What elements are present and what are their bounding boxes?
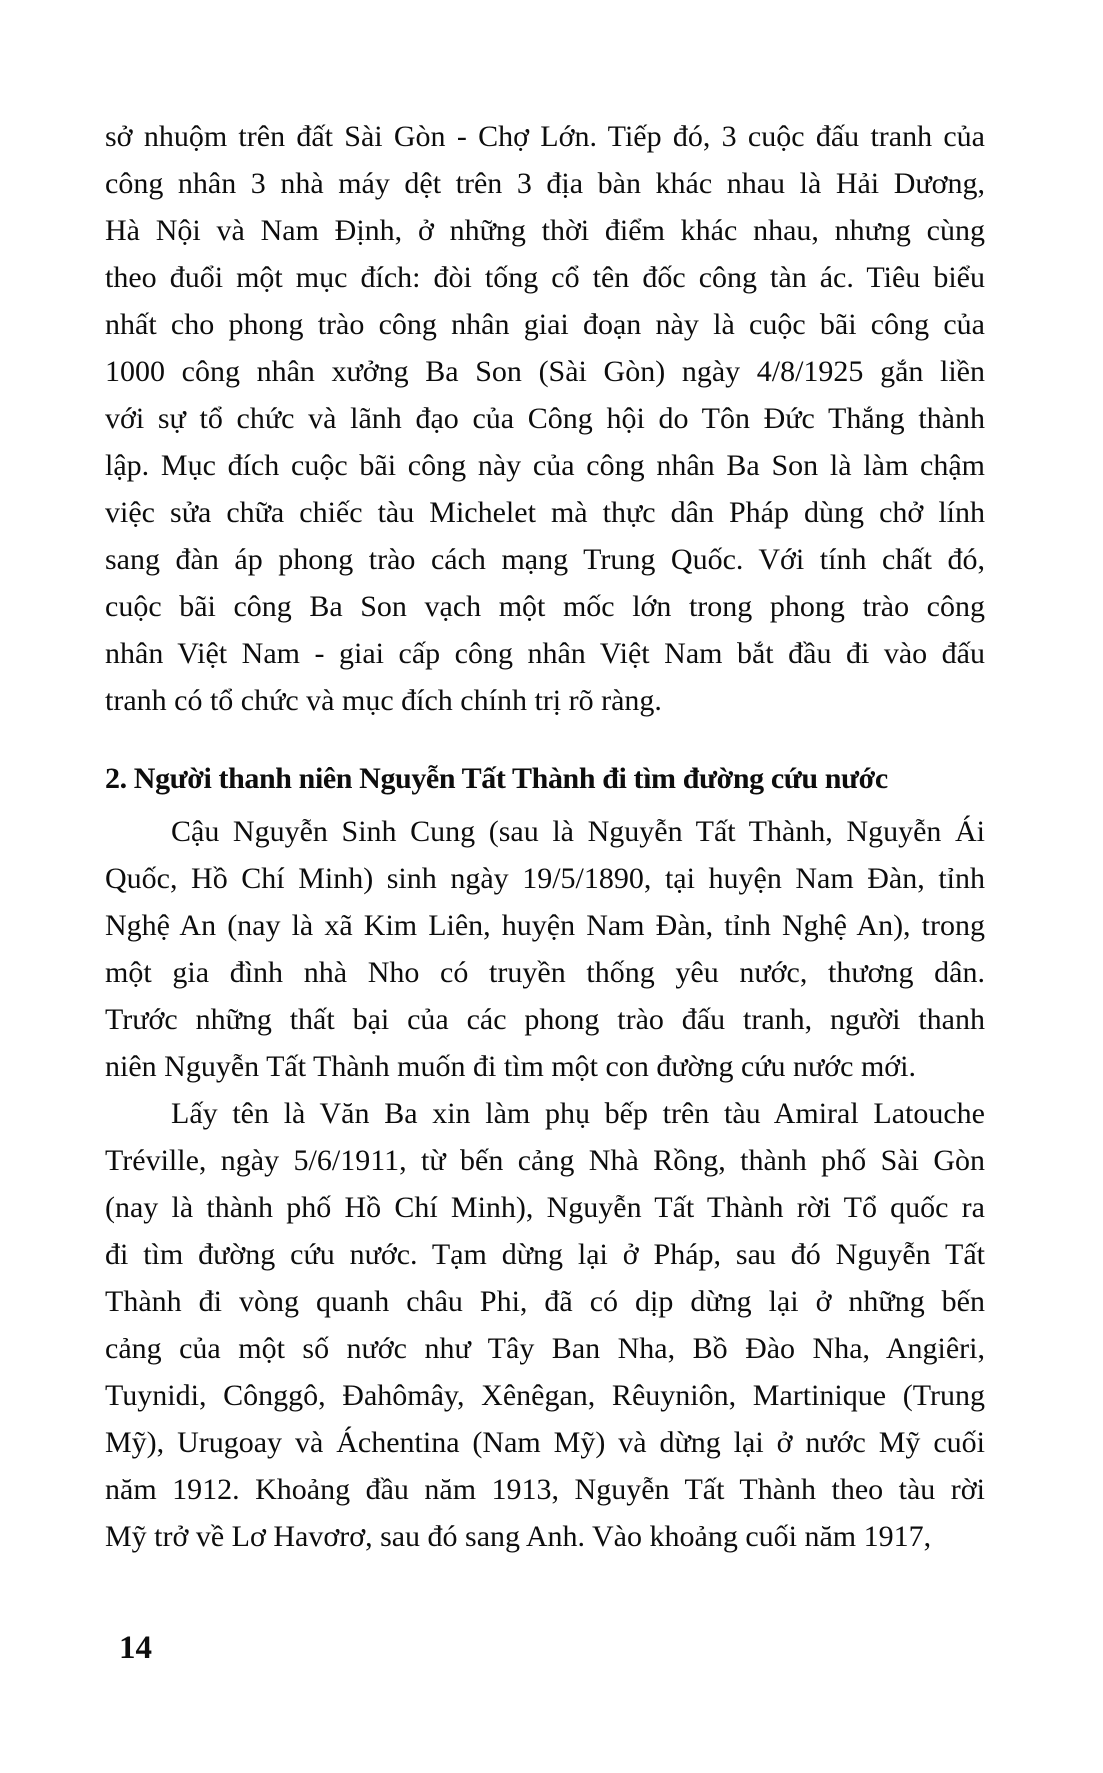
text-line: công nhân 3 nhà máy dệt trên 3 địa bàn khác nhau là Hải Dương, xyxy=(105,167,985,200)
page-number: 14 xyxy=(119,1630,152,1666)
text-line: Quốc, Hồ Chí Minh) sinh ngày 19/5/1890, tại huyện Nam Đàn, tỉnh xyxy=(105,862,985,895)
text-line: Tuynidi, Cônggô, Đahômây, Xênêgan, Rêuyniôn, Martinique (Trung xyxy=(105,1379,985,1412)
paragraph-strikes xyxy=(105,113,985,724)
text-line: Mỹ), Urugoay và Áchentina (Nam Mỹ) và dừng lại ở nước Mỹ cuối xyxy=(105,1426,985,1459)
text-line: nhất cho phong trào công nhân giai đoạn này là cuộc bãi công của xyxy=(105,308,985,341)
text-line: theo đuổi một mục đích: đòi tống cổ tên đốc công tàn ác. Tiêu biểu xyxy=(105,261,985,294)
section-heading: 2. Người thanh niên Nguyễn Tất Thành đi tìm đường cứu nước xyxy=(105,762,888,795)
text-line: một gia đình nhà Nho có truyền thống yêu nước, thương dân. xyxy=(105,956,985,989)
text-line: đi tìm đường cứu nước. Tạm dừng lại ở Pháp, sau đó Nguyễn Tất xyxy=(105,1238,985,1271)
text-line: Lấy tên là Văn Ba xin làm phụ bếp trên tàu Amiral Latouche xyxy=(171,1097,985,1130)
text-line: năm 1912. Khoảng đầu năm 1913, Nguyễn Tất Thành theo tàu rời xyxy=(105,1473,985,1506)
text-line: cảng của một số nước như Tây Ban Nha, Bồ Đào Nha, Angiêri, xyxy=(105,1332,985,1365)
paragraph-birth xyxy=(105,808,985,1090)
text-line: (nay là thành phố Hồ Chí Minh), Nguyễn Tất Thành rời Tổ quốc ra xyxy=(105,1191,985,1224)
text-line: niên Nguyễn Tất Thành muốn đi tìm một con đường cứu nước mới. xyxy=(105,1050,916,1083)
text-line: tranh có tổ chức và mục đích chính trị rõ ràng. xyxy=(105,684,662,717)
text-line: Cậu Nguyễn Sinh Cung (sau là Nguyễn Tất Thành, Nguyễn Ái xyxy=(171,815,985,848)
text-line: Nghệ An (nay là xã Kim Liên, huyện Nam Đàn, tỉnh Nghệ An), trong xyxy=(105,909,985,942)
text-line: 1000 công nhân xưởng Ba Son (Sài Gòn) ngày 4/8/1925 gắn liền xyxy=(105,355,985,388)
text-line: việc sửa chữa chiếc tàu Michelet mà thực dân Pháp dùng chở lính xyxy=(105,496,985,529)
text-line: Tréville, ngày 5/6/1911, từ bến cảng Nhà Rồng, thành phố Sài Gòn xyxy=(105,1144,985,1177)
text-line: nhân Việt Nam - giai cấp công nhân Việt Nam bắt đầu đi vào đấu xyxy=(105,637,985,670)
paragraph-journey xyxy=(105,1090,985,1560)
text-line: Thành đi vòng quanh châu Phi, đã có dịp dừng lại ở những bến xyxy=(105,1285,985,1318)
text-line: Hà Nội và Nam Định, ở những thời điểm khác nhau, nhưng cùng xyxy=(105,214,985,247)
text-line: sang đàn áp phong trào cách mạng Trung Quốc. Với tính chất đó, xyxy=(105,543,985,576)
text-line: lập. Mục đích cuộc bãi công này của công nhân Ba Son là làm chậm xyxy=(105,449,985,482)
text-line: với sự tổ chức và lãnh đạo của Công hội do Tôn Đức Thắng thành xyxy=(105,402,985,435)
text-line: Trước những thất bại của các phong trào đấu tranh, người thanh xyxy=(105,1003,985,1036)
text-line: cuộc bãi công Ba Son vạch một mốc lớn trong phong trào công xyxy=(105,590,985,623)
text-line: sở nhuộm trên đất Sài Gòn - Chợ Lớn. Tiếp đó, 3 cuộc đấu tranh của xyxy=(105,120,985,153)
text-line: Mỹ trở về Lơ Havơrơ, sau đó sang Anh. Vào khoảng cuối năm 1917, xyxy=(105,1520,932,1553)
